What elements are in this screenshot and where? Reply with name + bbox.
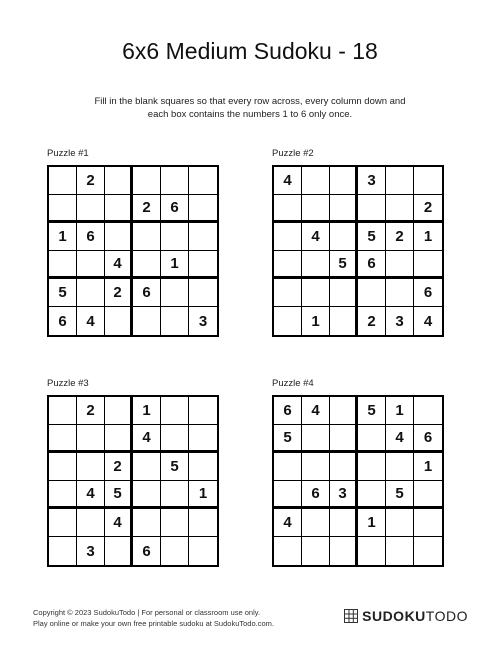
sudoku-cell <box>161 397 189 425</box>
footer-text <box>33 607 274 629</box>
sudoku-cell: 6 <box>274 397 302 425</box>
sudoku-cell <box>77 509 105 537</box>
sudoku-cell <box>49 537 77 565</box>
sudoku-cell <box>189 223 217 251</box>
page-title: 6x6 Medium Sudoku - 18 <box>122 38 378 64</box>
sudoku-cell <box>358 537 386 565</box>
sudoku-cell: 1 <box>49 223 77 251</box>
sudoku-cell: 6 <box>358 251 386 279</box>
sudoku-cell <box>330 453 358 481</box>
sudoku-cell: 3 <box>330 481 358 509</box>
sudoku-cell: 4 <box>77 307 105 335</box>
sudoku-cell <box>133 509 161 537</box>
sudoku-cell <box>49 509 77 537</box>
sudoku-cell <box>77 251 105 279</box>
puzzle-3 <box>47 378 222 567</box>
sudoku-cell <box>302 537 330 565</box>
sudoku-cell <box>77 425 105 453</box>
sudoku-cell: 5 <box>386 481 414 509</box>
sudoku-cell <box>189 195 217 223</box>
sudoku-cell: 4 <box>77 481 105 509</box>
sudoku-cell <box>105 167 133 195</box>
sudoku-cell <box>161 223 189 251</box>
sudoku-cell <box>77 195 105 223</box>
sudoku-cell <box>49 167 77 195</box>
sudoku-cell <box>189 279 217 307</box>
sudoku-cell: 2 <box>386 223 414 251</box>
sudoku-cell <box>49 251 77 279</box>
sudoku-cell: 4 <box>133 425 161 453</box>
sudoku-cell: 5 <box>330 251 358 279</box>
sudoku-cell: 2 <box>77 167 105 195</box>
sudoku-cell: 1 <box>414 453 442 481</box>
sudoku-cell <box>274 307 302 335</box>
sudoku-cell <box>133 481 161 509</box>
sudoku-cell: 6 <box>414 279 442 307</box>
sudoku-cell: 1 <box>358 509 386 537</box>
sudoku-cell <box>274 537 302 565</box>
sudoku-cell: 6 <box>133 537 161 565</box>
sudoku-cell: 2 <box>77 397 105 425</box>
sudoku-cell <box>49 425 77 453</box>
sudoku-cell <box>414 251 442 279</box>
sudoku-cell: 4 <box>302 397 330 425</box>
sudoku-cell <box>161 481 189 509</box>
sudoku-cell: 5 <box>49 279 77 307</box>
sudoku-cell: 3 <box>77 537 105 565</box>
sudoku-cell: 2 <box>133 195 161 223</box>
sudoku-cell <box>330 307 358 335</box>
sudoku-cell <box>133 453 161 481</box>
sudoku-cell <box>274 195 302 223</box>
sudoku-cell <box>386 537 414 565</box>
sudoku-cell: 4 <box>386 425 414 453</box>
sudoku-cell: 4 <box>302 223 330 251</box>
puzzle-label: Puzzle #1 <box>47 148 89 159</box>
sudoku-cell <box>49 397 77 425</box>
sudoku-cell <box>161 425 189 453</box>
sudoku-cell <box>414 481 442 509</box>
sudoku-cell <box>189 425 217 453</box>
sudoku-cell <box>77 279 105 307</box>
logo-text-light: TODO <box>425 608 468 624</box>
sudoku-grid <box>47 165 219 337</box>
sudoku-cell <box>302 279 330 307</box>
sudoku-cell: 6 <box>49 307 77 335</box>
sudoku-cell <box>414 537 442 565</box>
sudoku-cell <box>133 251 161 279</box>
sudoku-cell: 1 <box>189 481 217 509</box>
sudoku-cell <box>330 509 358 537</box>
sudoku-cell <box>302 509 330 537</box>
grid-logo-icon <box>344 609 358 623</box>
sudoku-cell <box>358 425 386 453</box>
sudoku-cell <box>386 195 414 223</box>
sudoku-cell <box>414 509 442 537</box>
sudoku-cell <box>161 537 189 565</box>
sudoku-cell <box>105 537 133 565</box>
puzzle-4 <box>272 378 447 567</box>
sudoku-cell <box>358 195 386 223</box>
sudoku-cell <box>302 425 330 453</box>
sudoku-cell: 5 <box>161 453 189 481</box>
sudoku-cell <box>189 453 217 481</box>
sudoku-cell: 1 <box>302 307 330 335</box>
sudoku-cell <box>189 251 217 279</box>
sudoku-cell <box>302 167 330 195</box>
sudoku-cell: 1 <box>133 397 161 425</box>
sudoku-cell <box>330 537 358 565</box>
sudoku-cell: 2 <box>358 307 386 335</box>
sudoku-cell: 2 <box>414 195 442 223</box>
sudoku-cell: 1 <box>161 251 189 279</box>
sudoku-cell <box>133 307 161 335</box>
sudoku-cell: 6 <box>133 279 161 307</box>
sudoku-grid <box>272 165 444 337</box>
sudoku-cell: 5 <box>358 397 386 425</box>
puzzle-label: Puzzle #4 <box>272 378 314 389</box>
sudoku-cell: 4 <box>274 509 302 537</box>
sudoku-cell <box>330 223 358 251</box>
sudoku-cell <box>161 167 189 195</box>
sudoku-cell <box>161 307 189 335</box>
sudoku-cell <box>386 279 414 307</box>
copyright-line: Copyright © 2023 SudokuTodo | For personal or classroom use only. <box>33 608 261 617</box>
sudoku-cell: 1 <box>386 397 414 425</box>
sudoku-cell: 4 <box>105 251 133 279</box>
sudoku-cell <box>49 481 77 509</box>
sudoku-cell: 6 <box>77 223 105 251</box>
sudoku-cell <box>105 223 133 251</box>
puzzle-label: Puzzle #3 <box>47 378 89 389</box>
sudoku-cell <box>302 195 330 223</box>
sudoku-cell <box>49 453 77 481</box>
sudoku-cell: 3 <box>386 307 414 335</box>
sudoku-cell <box>274 223 302 251</box>
sudoku-grid <box>47 395 219 567</box>
sudoku-grid <box>272 395 444 567</box>
sudoku-cell <box>386 453 414 481</box>
sudoku-cell <box>330 397 358 425</box>
puzzle-label: Puzzle #2 <box>272 148 314 159</box>
sudoku-cell: 6 <box>302 481 330 509</box>
sudoku-cell: 4 <box>274 167 302 195</box>
instructions: Fill in the blank squares so that every row across, every column down and each box contains the numbers 1 to 6 only once. <box>94 96 406 120</box>
sudoku-cell <box>330 167 358 195</box>
sudoku-cell <box>105 425 133 453</box>
sudoku-cell: 5 <box>274 425 302 453</box>
sudoku-cell <box>77 453 105 481</box>
sudoku-cell <box>274 453 302 481</box>
sudoku-cell: 2 <box>105 279 133 307</box>
sudoku-cell <box>302 453 330 481</box>
sudoku-cell <box>189 509 217 537</box>
sudoku-cell <box>161 279 189 307</box>
sudoku-cell <box>386 251 414 279</box>
logo-text-bold: SUDOKU <box>362 608 426 624</box>
sudoku-cell: 3 <box>198 312 208 330</box>
sudoku-cell <box>414 397 442 425</box>
sudoku-cell: 4 <box>105 509 133 537</box>
sudoku-cell <box>161 509 189 537</box>
sudoku-cell <box>105 397 133 425</box>
sudoku-cell: 2 <box>105 453 133 481</box>
sudoku-cell <box>386 509 414 537</box>
puzzle-1 <box>47 148 222 337</box>
sudoku-cell <box>274 251 302 279</box>
sudoku-cell: 1 <box>414 223 442 251</box>
sudoku-cell <box>133 167 161 195</box>
sudoku-cell <box>133 223 161 251</box>
sudoku-cell <box>414 167 442 195</box>
sudoku-cell: 4 <box>423 312 433 330</box>
sudoku-cell <box>330 195 358 223</box>
sudoku-cell <box>358 453 386 481</box>
sudoku-cell <box>105 307 133 335</box>
sudoku-cell <box>105 195 133 223</box>
sudoku-cell <box>189 397 217 425</box>
sudoku-cell <box>386 167 414 195</box>
sudoku-cell <box>302 251 330 279</box>
sudokutodo-logo <box>344 607 468 625</box>
sudoku-cell <box>274 481 302 509</box>
sudoku-cell: 6 <box>414 425 442 453</box>
sudoku-cell: 5 <box>105 481 133 509</box>
sudoku-cell <box>358 279 386 307</box>
sudoku-cell: 6 <box>161 195 189 223</box>
sudoku-cell <box>358 481 386 509</box>
puzzle-2 <box>272 148 447 337</box>
sudoku-cell <box>189 167 217 195</box>
sudoku-cell <box>49 195 77 223</box>
sudoku-cell: 3 <box>358 167 386 195</box>
sudoku-cell <box>330 425 358 453</box>
promo-line: Play online or make your own free printable sudoku at SudokuTodo.com. <box>33 619 274 628</box>
sudoku-cell <box>330 279 358 307</box>
sudoku-cell <box>274 279 302 307</box>
sudoku-cell <box>189 537 217 565</box>
sudoku-cell: 5 <box>358 223 386 251</box>
